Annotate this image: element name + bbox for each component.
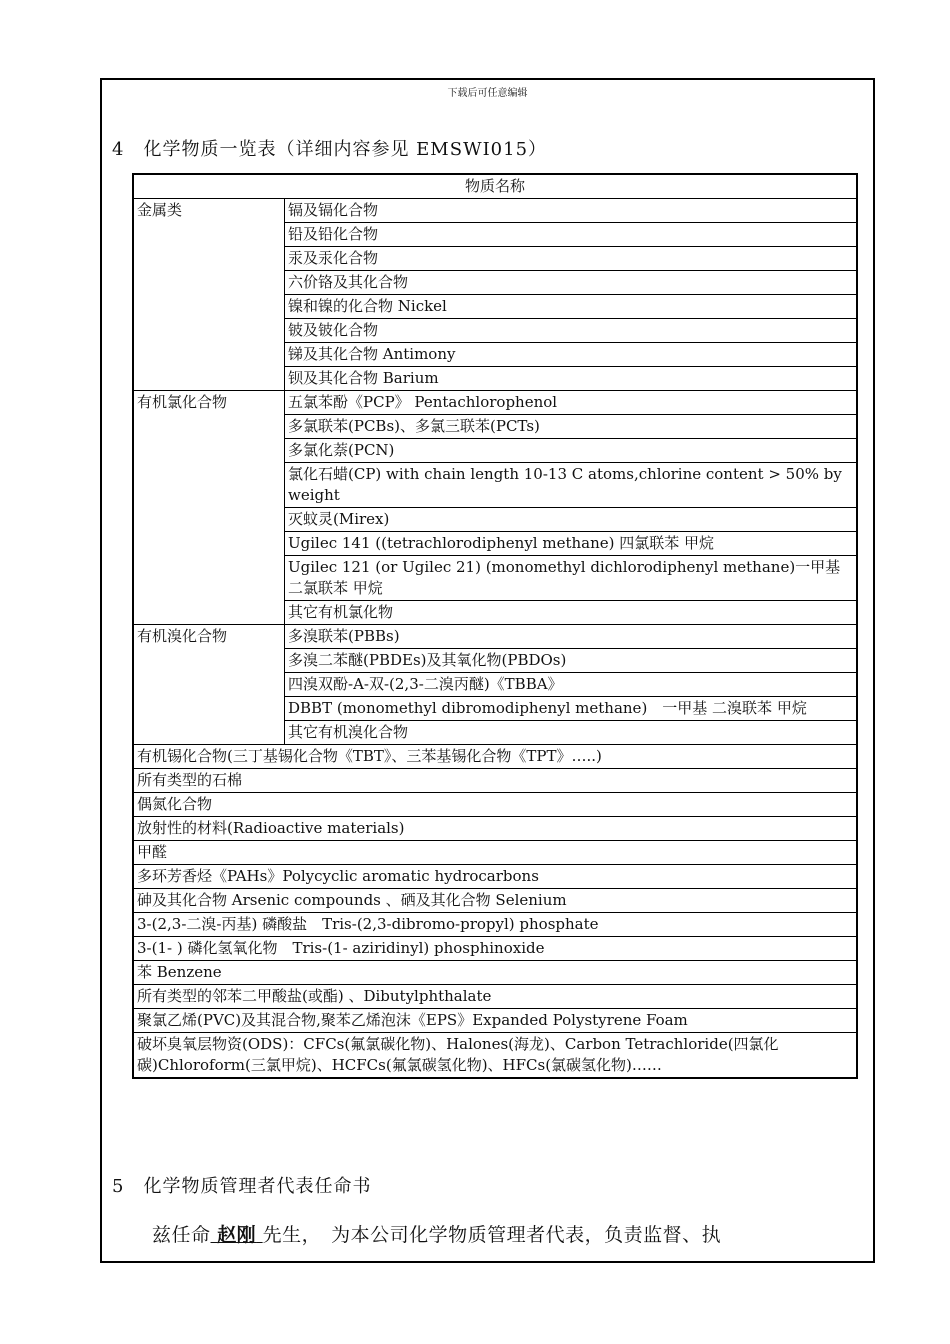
table-row	[133, 865, 857, 889]
substance-cell: 其它有机氯化物	[285, 601, 858, 625]
substance-cell: 四溴双酚-A-双-(2,3-二溴丙醚)《TBBA》	[285, 673, 858, 697]
table-row	[133, 769, 857, 793]
table-row	[133, 793, 857, 817]
substance-cell: 其它有机溴化合物	[285, 721, 858, 745]
substance-cell: 多溴联苯(PBBs)	[285, 625, 858, 649]
substance-cell: Ugilec 141 ((tetrachlorodiphenyl methane) 四氯联苯 甲烷	[285, 532, 858, 556]
substance-cell: 苯 Benzene	[133, 961, 857, 985]
table-row	[133, 625, 857, 649]
substance-table	[132, 173, 858, 1079]
substance-cell: 铍及铍化合物	[285, 319, 858, 343]
table-row	[133, 937, 857, 961]
appointee-name: 赵刚	[217, 1224, 257, 1246]
substance-cell: 所有类型的邻苯二甲酸盐(或酯) 、Dibutylphthalate	[133, 985, 857, 1009]
substance-cell: 多溴二苯醚(PBDEs)及其氧化物(PBDOs)	[285, 649, 858, 673]
table-row	[133, 889, 857, 913]
table-row	[133, 817, 857, 841]
substance-cell: 甲醛	[133, 841, 857, 865]
substance-cell: 聚氯乙烯(PVC)及其混合物,聚苯乙烯泡沫《EPS》Expanded Polystyrene Foam	[133, 1009, 857, 1033]
substance-cell: 砷及其化合物 Arsenic compounds 、硒及其化合物 Selenium	[133, 889, 857, 913]
substance-cell: 汞及汞化合物	[285, 247, 858, 271]
substance-cell: 镍和镍的化合物 Nickel	[285, 295, 858, 319]
table-row	[133, 391, 857, 415]
substance-cell: 偶氮化合物	[133, 793, 857, 817]
section-4-title: 4 化学物质一览表（详细内容参见 EMSWI015）	[112, 139, 548, 160]
substance-cell: 所有类型的石棉	[133, 769, 857, 793]
document-frame	[100, 78, 875, 1263]
category-cell: 有机氯化合物	[133, 391, 285, 625]
substance-cell: 六价铬及其化合物	[285, 271, 858, 295]
category-cell: 金属类	[133, 199, 285, 391]
header-note: 下载后可任意编辑	[447, 88, 528, 99]
substance-cell: 铅及铅化合物	[285, 223, 858, 247]
substance-cell: 放射性的材料(Radioactive materials)	[133, 817, 857, 841]
substance-cell: 灭蚊灵(Mirex)	[285, 508, 858, 532]
substance-cell: 钡及其化合物 Barium	[285, 367, 858, 391]
substance-cell: 多环芳香烃《PAHs》Polycyclic aromatic hydrocarbons	[133, 865, 857, 889]
table-header-row	[133, 174, 857, 199]
appointment-prefix: 兹任命	[152, 1224, 211, 1246]
table-header: 物质名称	[133, 174, 857, 199]
substance-cell: 锑及其化合物 Antimony	[285, 343, 858, 367]
substance-cell: 破坏臭氧层物资(ODS)：CFCs(氟氯碳化物)、Halones(海龙)、Carbon Tetrachloride(四氯化碳)Chloroform(三氯甲烷)、HCFCs(氟氯碳氢化物)、HFCs(氯碳氢化物)……	[133, 1033, 857, 1079]
substance-cell: 五氯苯酚《PCP》 Pentachlorophenol	[285, 391, 858, 415]
substance-cell: Ugilec 121 (or Ugilec 21) (monomethyl dichlorodiphenyl methane)一甲基 二氯联苯 甲烷	[285, 556, 858, 601]
table-row	[133, 841, 857, 865]
table-row	[133, 745, 857, 769]
substance-cell: 3-(1- ) 磷化氢氧化物 Tris-(1- aziridinyl) phosphinoxide	[133, 937, 857, 961]
substance-cell: 多氯化萘(PCN)	[285, 439, 858, 463]
table-row	[133, 985, 857, 1009]
appointment-rest: 先生， 为本公司化学物质管理者代表，负责监督、执	[262, 1224, 722, 1246]
substance-cell: 有机锡化合物(三丁基锡化合物《TBT》、三苯基锡化合物《TPT》…..)	[133, 745, 857, 769]
substance-cell: 3-(2,3-二溴-丙基) 磷酸盐 Tris-(2,3-dibromo-propyl) phosphate	[133, 913, 857, 937]
table-row	[133, 199, 857, 223]
table-row	[133, 1009, 857, 1033]
table-row	[133, 913, 857, 937]
table-row	[133, 961, 857, 985]
table-row	[133, 1033, 857, 1079]
substance-cell: DBBT (monomethyl dibromodiphenyl methane) 一甲基 二溴联苯 甲烷	[285, 697, 858, 721]
category-cell: 有机溴化合物	[133, 625, 285, 745]
substance-cell: 镉及镉化合物	[285, 199, 858, 223]
section-5-title: 5 化学物质管理者代表任命书	[112, 1176, 372, 1197]
substance-cell: 氯化石蜡(CP) with chain length 10-13 C atoms,chlorine content > 50% by weight	[285, 463, 858, 508]
appointment-text	[152, 1220, 721, 1247]
substance-cell: 多氯联苯(PCBs)、多氯三联苯(PCTs)	[285, 415, 858, 439]
